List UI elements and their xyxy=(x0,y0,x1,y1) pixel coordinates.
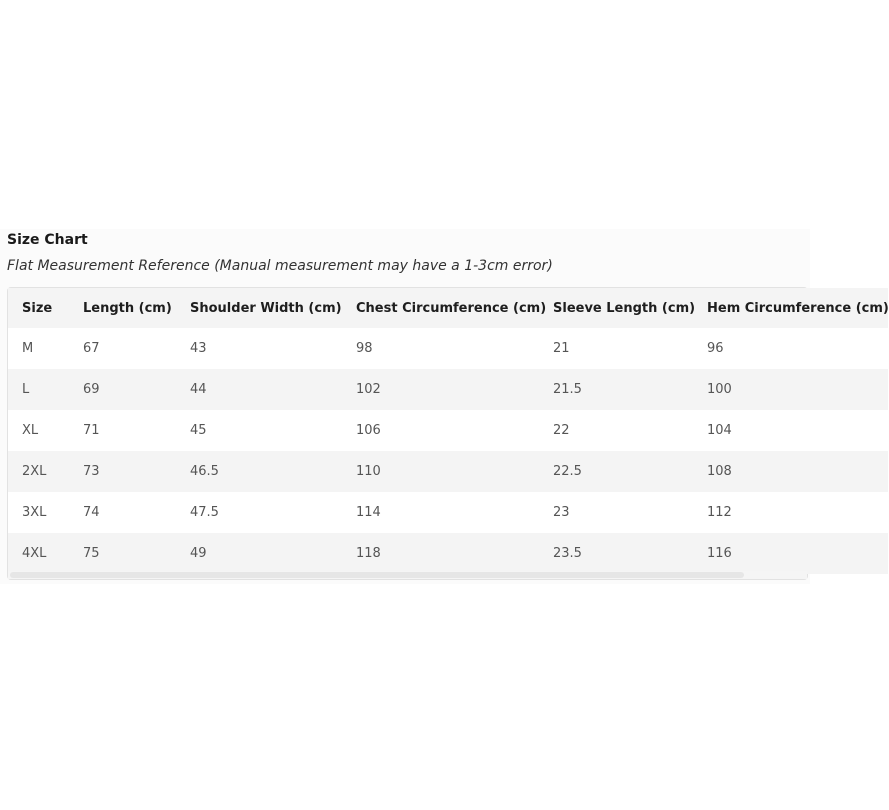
header-chest-circumference: Chest Circumference (cm) xyxy=(342,288,539,328)
header-hem-circumference: Hem Circumference (cm) xyxy=(693,288,888,328)
cell-chest-circumference: 114 xyxy=(342,492,539,533)
size-chart-title: Size Chart xyxy=(7,232,88,248)
table-row xyxy=(8,492,888,533)
cell-hem-circumference: 104 xyxy=(693,410,888,451)
cell-sleeve-length: 21.5 xyxy=(539,369,693,410)
cell-chest-circumference: 110 xyxy=(342,451,539,492)
table-row xyxy=(8,328,888,369)
cell-length: 69 xyxy=(69,369,176,410)
cell-shoulder-width: 45 xyxy=(176,410,342,451)
cell-length: 73 xyxy=(69,451,176,492)
size-table xyxy=(8,288,888,574)
cell-size: XL xyxy=(8,410,69,451)
table-row xyxy=(8,451,888,492)
cell-size: 3XL xyxy=(8,492,69,533)
cell-sleeve-length: 22 xyxy=(539,410,693,451)
cell-chest-circumference: 118 xyxy=(342,533,539,574)
cell-shoulder-width: 43 xyxy=(176,328,342,369)
cell-sleeve-length: 22.5 xyxy=(539,451,693,492)
cell-sleeve-length: 21 xyxy=(539,328,693,369)
cell-shoulder-width: 49 xyxy=(176,533,342,574)
size-table-container xyxy=(7,287,889,580)
cell-length: 71 xyxy=(69,410,176,451)
scrollbar-thumb[interactable] xyxy=(10,572,744,578)
cell-chest-circumference: 98 xyxy=(342,328,539,369)
cell-hem-circumference: 96 xyxy=(693,328,888,369)
table-row xyxy=(8,410,888,451)
cell-hem-circumference: 112 xyxy=(693,492,888,533)
size-chart-subtitle: Flat Measurement Reference (Manual measurement may have a 1-3cm error) xyxy=(7,258,553,274)
cell-sleeve-length: 23.5 xyxy=(539,533,693,574)
header-size: Size xyxy=(8,288,69,328)
header-shoulder-width: Shoulder Width (cm) xyxy=(176,288,342,328)
cell-hem-circumference: 100 xyxy=(693,369,888,410)
cell-sleeve-length: 23 xyxy=(539,492,693,533)
table-header-row xyxy=(8,288,888,328)
cell-shoulder-width: 46.5 xyxy=(176,451,342,492)
cell-hem-circumference: 116 xyxy=(693,533,888,574)
cell-size: 4XL xyxy=(8,533,69,574)
cell-length: 74 xyxy=(69,492,176,533)
cell-size: 2XL xyxy=(8,451,69,492)
cell-chest-circumference: 106 xyxy=(342,410,539,451)
horizontal-scrollbar[interactable] xyxy=(8,571,807,579)
table-row xyxy=(8,369,888,410)
cell-length: 67 xyxy=(69,328,176,369)
cell-shoulder-width: 47.5 xyxy=(176,492,342,533)
cell-size: L xyxy=(8,369,69,410)
header-length: Length (cm) xyxy=(69,288,176,328)
cell-length: 75 xyxy=(69,533,176,574)
cell-chest-circumference: 102 xyxy=(342,369,539,410)
cell-hem-circumference: 108 xyxy=(693,451,888,492)
table-row xyxy=(8,533,888,574)
header-sleeve-length: Sleeve Length (cm) xyxy=(539,288,693,328)
cell-shoulder-width: 44 xyxy=(176,369,342,410)
cell-size: M xyxy=(8,328,69,369)
